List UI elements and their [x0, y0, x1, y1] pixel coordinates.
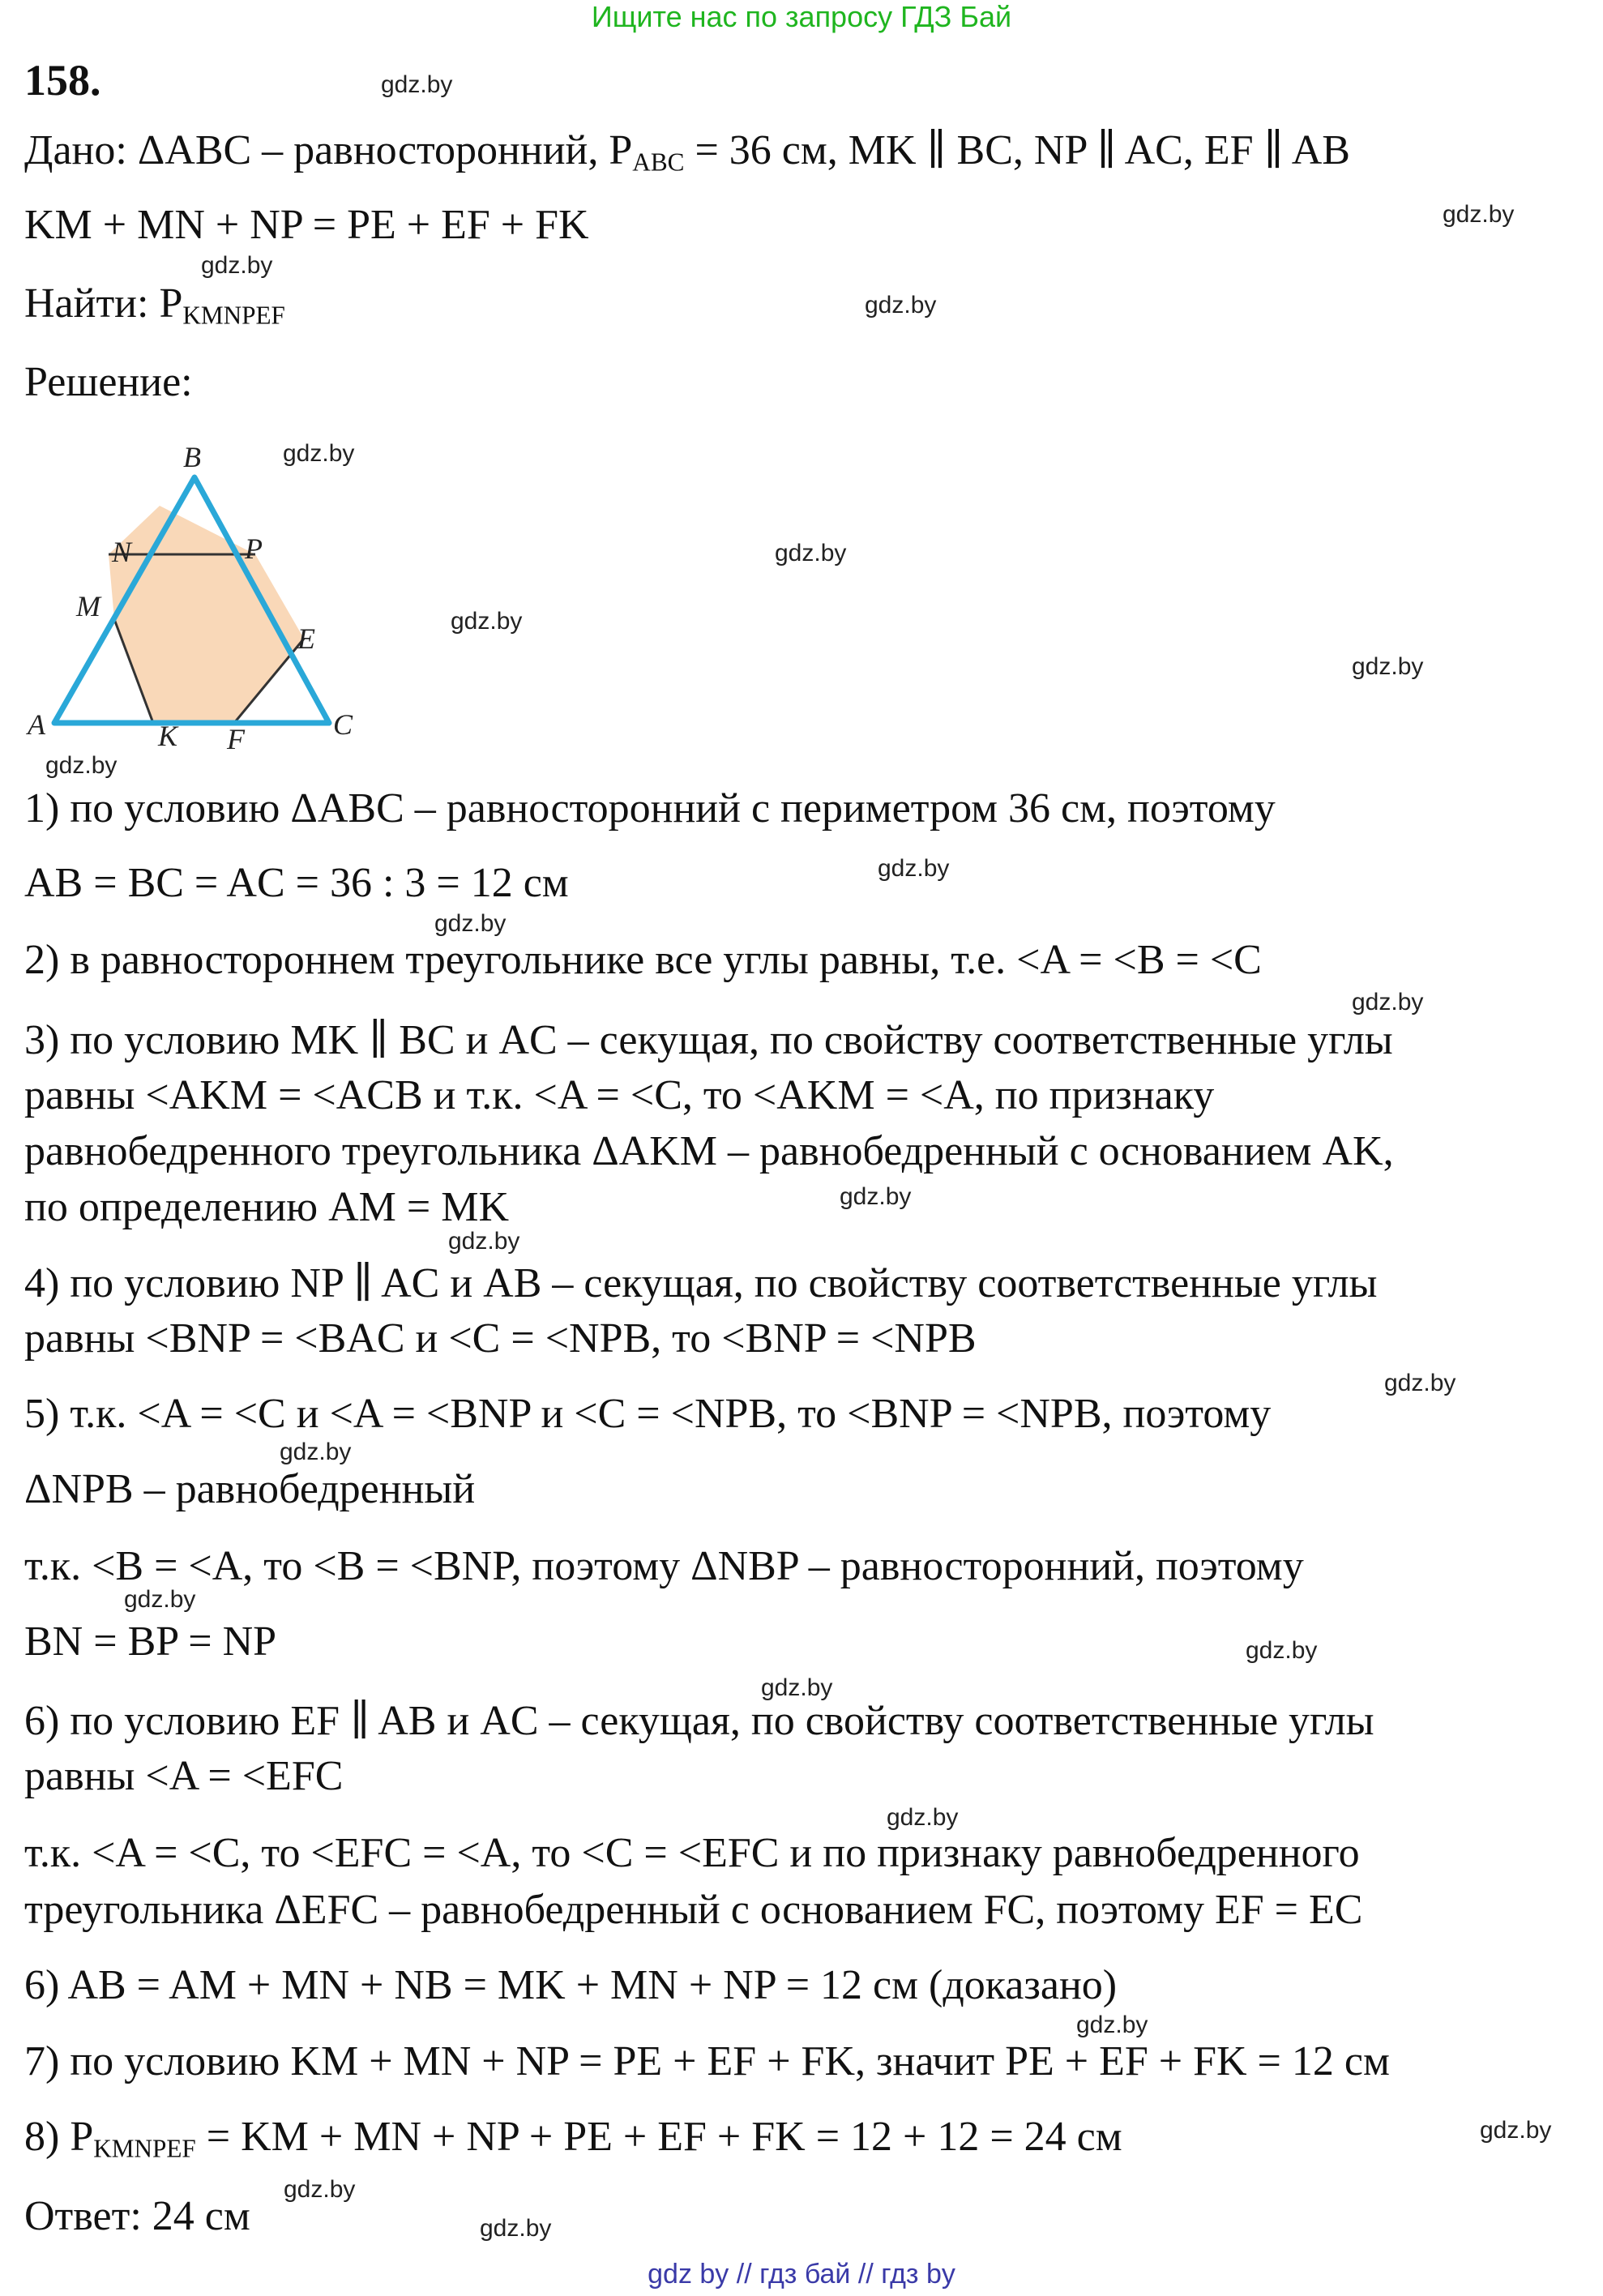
- given-line-1-pre: Дано: ΔABC – равносторонний, P: [24, 127, 633, 173]
- top-banner: Ищите нас по запросу ГДЗ Бай: [591, 0, 1012, 33]
- step-line: 6) AB = AM + MN + NB = MK + MN + NP = 12 см (доказано): [24, 1962, 1118, 2008]
- label-n: N: [112, 536, 132, 568]
- step-line: равны <BNP = <BAC и <C = <NPB, то <BNP = <NPB: [24, 1315, 977, 1362]
- watermark: gdz.by: [451, 608, 523, 635]
- answer-line: Ответ: 24 см: [24, 2193, 250, 2239]
- given-line-1-post: = 36 см, MK ∥ BC, NP ∥ AC, EF ∥ AB: [684, 127, 1350, 173]
- watermark: gdz.by: [1352, 653, 1424, 680]
- watermark: gdz.by: [761, 1674, 833, 1701]
- find-sub: KMNPEF: [182, 301, 285, 330]
- step-line: BN = BP = NP: [24, 1618, 277, 1665]
- watermark: gdz.by: [45, 752, 118, 779]
- watermark: gdz.by: [1384, 1370, 1456, 1396]
- step-line: 1) по условию ΔABC – равносторонний с периметром 36 см, поэтому: [24, 785, 1276, 832]
- watermark: gdz.by: [201, 252, 273, 279]
- watermark: gdz.by: [284, 2176, 356, 2203]
- label-c: C: [333, 708, 353, 741]
- step-8-line: [24, 2113, 1122, 2164]
- label-b: B: [183, 441, 201, 473]
- watermark: gdz.by: [124, 1586, 196, 1613]
- step-line: треугольника ΔEFC – равнобедренный с основанием FC, поэтому EF = EC: [24, 1887, 1363, 1933]
- label-p: P: [245, 532, 263, 565]
- step-8-pre: 8) P: [24, 2114, 94, 2160]
- step-line: равнобедренного треугольника ΔAKM – равнобедренный с основанием AK,: [24, 1128, 1394, 1174]
- watermark: gdz.by: [480, 2215, 552, 2242]
- step-line: по определению AM = MK: [24, 1184, 510, 1230]
- step-line: 2) в равностороннем треугольнике все углы равны, т.е. <A = <B = <C: [24, 937, 1262, 983]
- footer: gdz by // гдз бай // гдз by: [648, 2259, 955, 2290]
- find-line: [24, 280, 285, 331]
- watermark: gdz.by: [1246, 1637, 1318, 1664]
- step-line: AB = BC = AC = 36 : 3 = 12 см: [24, 860, 569, 906]
- step-line: т.к. <B = <A, то <B = <BNP, поэтому ΔNBP – равносторонний, поэтому: [24, 1543, 1304, 1589]
- step-line: ΔNPB – равнобедренный: [24, 1466, 476, 1512]
- given-line-1-sub: ABC: [632, 148, 685, 177]
- label-f: F: [227, 723, 245, 755]
- label-a: A: [28, 708, 45, 741]
- label-e: E: [297, 622, 315, 655]
- watermark: gdz.by: [283, 440, 355, 467]
- watermark: gdz.by: [448, 1228, 520, 1255]
- watermark: gdz.by: [1076, 2012, 1148, 2038]
- step-line: 5) т.к. <A = <C и <A = <BNP и <C = <NPB, то <BNP = <NPB, поэтому: [24, 1391, 1272, 1437]
- step-line: 3) по условию MK ∥ BC и AC – секущая, по свойству соответственные углы: [24, 1017, 1393, 1063]
- step-line: равны <AKM = <ACB и т.к. <A = <C, то <AKM = <A, по признаку: [24, 1072, 1215, 1118]
- step-line: т.к. <A = <C, то <EFC = <A, то <C = <EFC и по признаку равнобедренного: [24, 1830, 1360, 1876]
- watermark: gdz.by: [1443, 201, 1515, 228]
- watermark: gdz.by: [887, 1804, 959, 1831]
- step-line: 6) по условию EF ∥ AB и AC – секущая, по свойству соответственные углы: [24, 1698, 1374, 1744]
- solution-label: Решение:: [24, 359, 193, 405]
- given-line-2: KM + MN + NP = PE + EF + FK: [24, 202, 589, 248]
- given-line-1: [24, 126, 1350, 177]
- step-8-sub: KMNPEF: [93, 2134, 196, 2163]
- step-line: 7) по условию KM + MN + NP = PE + EF + FK, значит PE + EF + FK = 12 см: [24, 2038, 1390, 2084]
- step-8-post: = KM + MN + NP + PE + EF + FK = 12 + 12 = 24 см: [195, 2114, 1122, 2160]
- step-line: равны <A = <EFC: [24, 1753, 344, 1799]
- problem-number: 158.: [24, 56, 101, 105]
- hexagon-fill: [109, 506, 304, 723]
- label-k: K: [158, 720, 178, 752]
- triangle-figure: [24, 438, 365, 762]
- watermark: gdz.by: [1352, 989, 1424, 1015]
- watermark: gdz.by: [840, 1183, 912, 1210]
- watermark: gdz.by: [878, 855, 950, 882]
- watermark: gdz.by: [775, 540, 847, 567]
- watermark: gdz.by: [434, 910, 507, 937]
- watermark: gdz.by: [1480, 2117, 1552, 2144]
- watermark: gdz.by: [865, 292, 937, 319]
- watermark: gdz.by: [280, 1439, 352, 1465]
- watermark: gdz.by: [381, 71, 453, 98]
- label-m: M: [76, 590, 100, 622]
- step-line: 4) по условию NP ∥ AC и AB – секущая, по свойству соответственные углы: [24, 1260, 1378, 1306]
- find-pre: Найти: P: [24, 280, 183, 327]
